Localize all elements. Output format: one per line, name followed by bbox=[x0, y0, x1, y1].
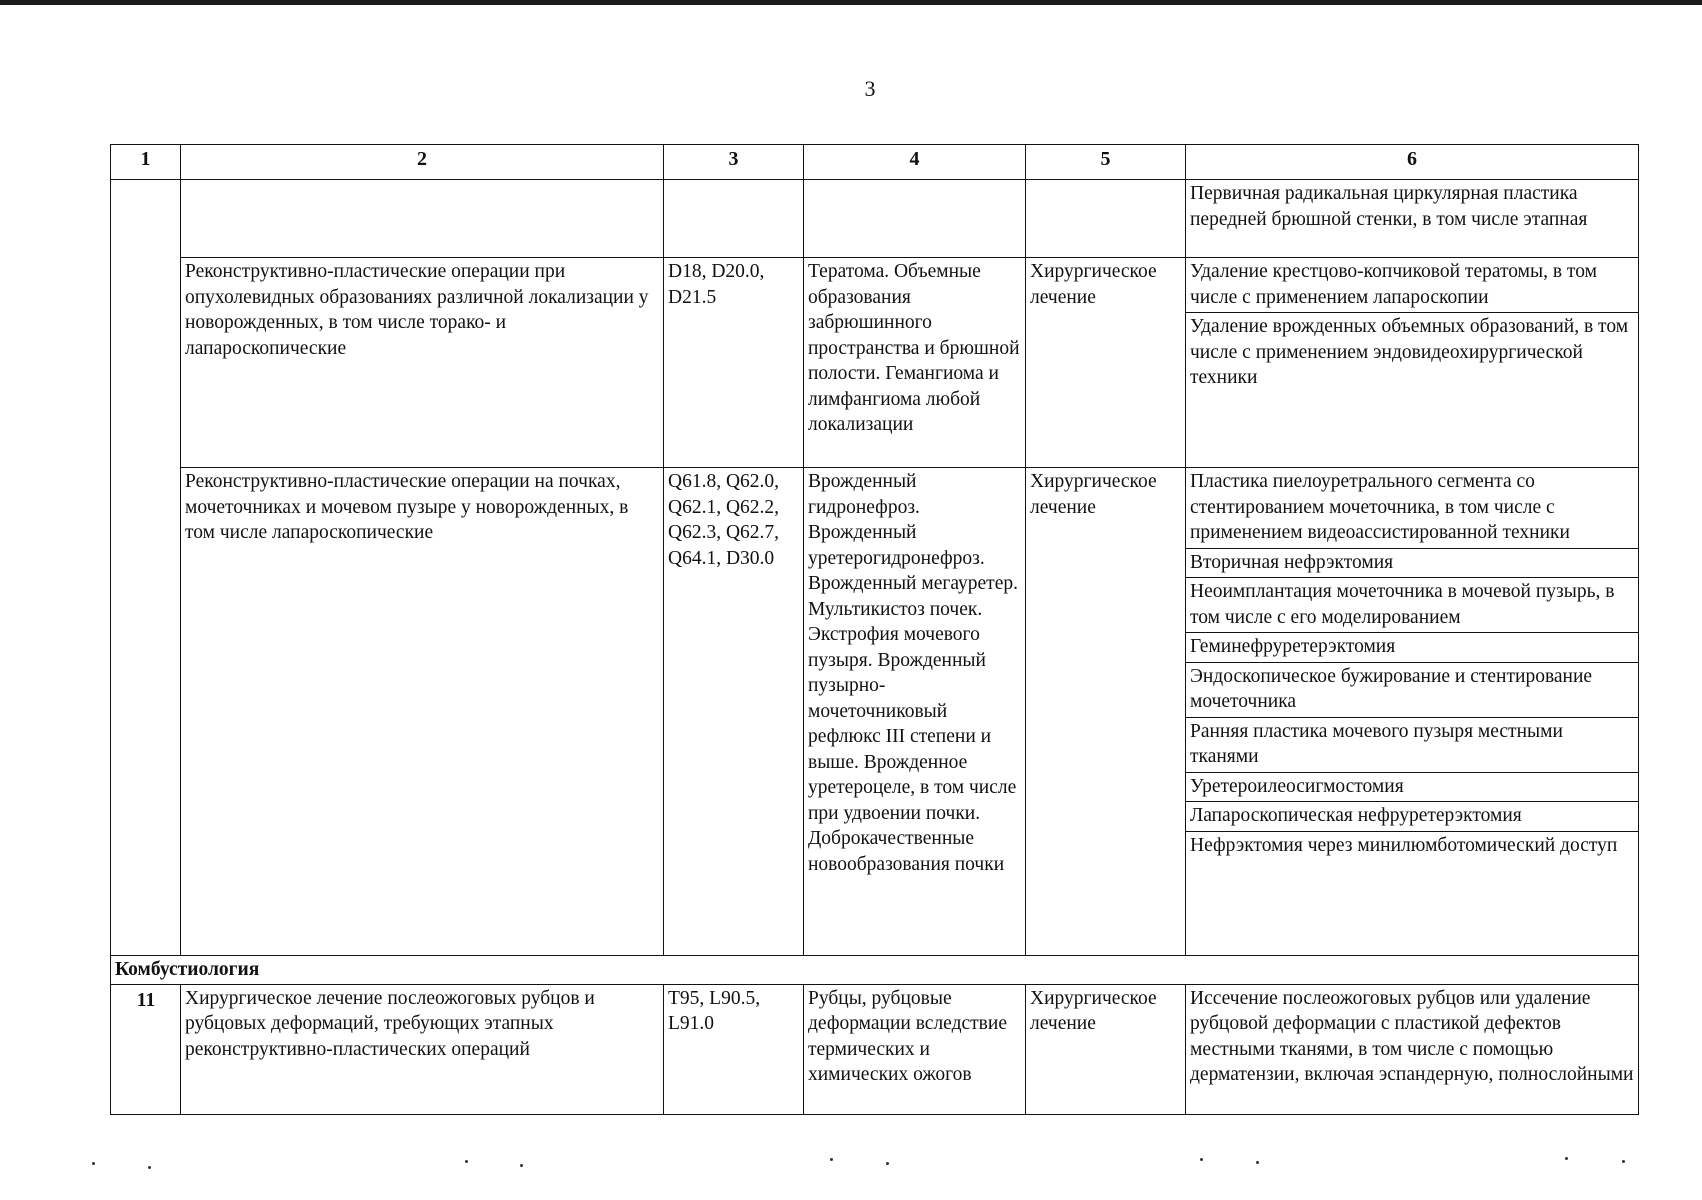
section-title: Комбустиология bbox=[111, 956, 1639, 985]
scan-speck bbox=[520, 1164, 523, 1167]
row-number-cell bbox=[111, 180, 181, 956]
header-col-6: 6 bbox=[1186, 145, 1639, 180]
scan-speck bbox=[830, 1158, 833, 1161]
treatment-type-cell: Хирургическое лечение bbox=[1026, 984, 1186, 1114]
table-row bbox=[111, 258, 1639, 468]
procedure-item: Геминефруретерэктомия bbox=[1186, 633, 1638, 663]
icd-codes-cell: Q61.8, Q62.0, Q62.1, Q62.2, Q62.3, Q62.7, Q64.1, D30.0 bbox=[664, 468, 804, 956]
table-row bbox=[111, 984, 1639, 1114]
section-row bbox=[111, 956, 1639, 985]
diagnosis-cell: Тератома. Объемные образования забрюшинного пространства и брюшной полости. Гемангиома и лимфангиома любой локализации bbox=[804, 258, 1026, 468]
page-number: 3 bbox=[864, 76, 876, 101]
icd-codes-cell: T95, L90.5, L91.0 bbox=[664, 984, 804, 1114]
scan-speck bbox=[1200, 1158, 1203, 1161]
medical-care-table bbox=[110, 144, 1639, 1115]
scan-speck bbox=[92, 1162, 95, 1165]
procedure-item: Пластика пиелоуретрального сегмента со стентированием мочеточника, в том числе с применением видеоассистированной техники bbox=[1186, 468, 1638, 549]
scan-speck bbox=[148, 1166, 151, 1169]
scan-border-top bbox=[0, 0, 1702, 5]
icd-codes-cell: D18, D20.0, D21.5 bbox=[664, 258, 804, 468]
table-row bbox=[111, 180, 1639, 258]
treatment-type-cell: Хирургическое лечение bbox=[1026, 468, 1186, 956]
scan-speck bbox=[1565, 1157, 1568, 1160]
header-col-1: 1 bbox=[111, 145, 181, 180]
procedure-cell: Первичная радикальная циркулярная пластика передней брюшной стенки, в том числе этапная bbox=[1186, 180, 1639, 258]
procedure-item: Ранняя пластика мочевого пузыря местными тканями bbox=[1186, 718, 1638, 773]
scan-speck bbox=[1622, 1160, 1625, 1163]
procedure-item: Нефрэктомия через минилюмботомический доступ bbox=[1190, 834, 1618, 856]
procedure-item: Удаление крестцово-копчиковой тератомы, в том числе с применением лапароскопии bbox=[1186, 258, 1638, 313]
method-name-cell: Реконструктивно-пластические операции при опухолевидных образованиях различной локализации у новорожденных, в том числе торако- и лапароскопические bbox=[181, 258, 664, 468]
method-name-cell: Хирургическое лечение послеожоговых рубцов и рубцовых деформаций, требующих этапных реконструктивно-пластических операций bbox=[181, 984, 664, 1114]
procedure-item: Эндоскопическое бужирование и стентирование мочеточника bbox=[1186, 663, 1638, 718]
procedure-item: Уретероилеосигмостомия bbox=[1186, 773, 1638, 803]
diagnosis-cell bbox=[804, 180, 1026, 258]
scan-speck bbox=[1256, 1161, 1259, 1164]
row-number-cell: 11 bbox=[111, 984, 181, 1114]
procedure-list-cell bbox=[1186, 468, 1639, 956]
procedure-item: Удаление врожденных объемных образований, в том числе с применением эндовидеохирургической техники bbox=[1190, 316, 1629, 388]
procedure-item: Вторичная нефрэктомия bbox=[1186, 549, 1638, 579]
procedure-list-cell bbox=[1186, 258, 1639, 468]
icd-codes-cell bbox=[664, 180, 804, 258]
scan-speck bbox=[465, 1160, 468, 1163]
table-row bbox=[111, 468, 1639, 956]
procedure-item: Неоимплантация мочеточника в мочевой пузырь, в том числе с его моделированием bbox=[1186, 578, 1638, 633]
method-name-cell bbox=[181, 180, 664, 258]
procedure-cell: Иссечение послеожоговых рубцов или удаление рубцовой деформации с пластикой дефектов местными тканями, в том числе с помощью дерматензии, включая эспандерную, полнослойными bbox=[1186, 984, 1639, 1114]
header-col-3: 3 bbox=[664, 145, 804, 180]
diagnosis-cell: Рубцы, рубцовые деформации вследствие термических и химических ожогов bbox=[804, 984, 1026, 1114]
scan-speck bbox=[886, 1162, 889, 1165]
method-name-cell: Реконструктивно-пластические операции на почках, мочеточниках и мочевом пузыре у новорожденных, в том числе лапароскопические bbox=[181, 468, 664, 956]
procedure-item: Лапароскопическая нефруретерэктомия bbox=[1186, 802, 1638, 832]
treatment-type-cell bbox=[1026, 180, 1186, 258]
header-col-4: 4 bbox=[804, 145, 1026, 180]
treatment-type-cell: Хирургическое лечение bbox=[1026, 258, 1186, 468]
header-col-5: 5 bbox=[1026, 145, 1186, 180]
header-row bbox=[111, 145, 1639, 180]
diagnosis-cell: Врожденный гидронефроз. Врожденный уретерогидронефроз. Врожденный мегауретер. Мультикистоз почек. Экстрофия мочевого пузыря. Врожденный пузырно-мочеточниковый рефлюкс III степени и выше. Врожденное уретероцеле, в том числе при удвоении почки. Доброкачественные новообразования почки bbox=[804, 468, 1026, 956]
header-col-2: 2 bbox=[181, 145, 664, 180]
